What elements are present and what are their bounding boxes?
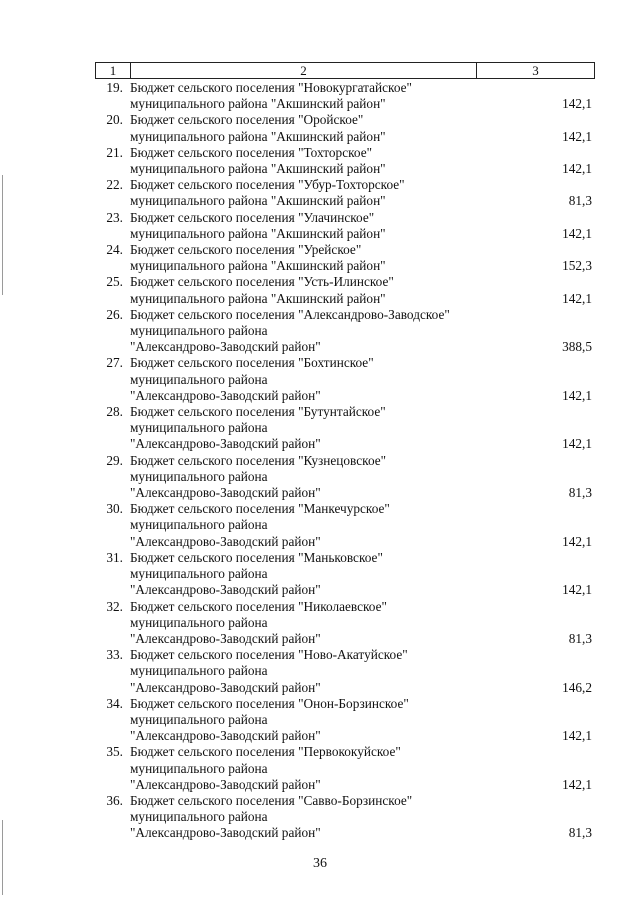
row-amount: 142,1 xyxy=(562,387,592,403)
row-amount: 142,1 xyxy=(562,582,592,598)
page-number: 36 xyxy=(313,856,327,871)
row-amount: 146,2 xyxy=(562,679,592,695)
row-description-line: "Александрово-Заводский район" xyxy=(130,533,321,549)
row-number: 36. xyxy=(106,792,123,808)
row-description-line: Бюджет сельского поселения "Новокургатайское" xyxy=(130,80,412,95)
row-number: 22. xyxy=(106,177,123,193)
row-description-line: Бюджет сельского поселения "Тохторское" xyxy=(130,144,373,160)
table-row xyxy=(95,744,595,793)
table-row xyxy=(95,210,595,242)
row-description-line: "Александрово-Заводский район" xyxy=(130,436,321,452)
row-description-line: "Александрово-Заводский район" xyxy=(130,387,321,403)
column-header-1: 1 xyxy=(96,63,131,79)
row-number: 21. xyxy=(106,144,123,160)
row-description-line: муниципального района xyxy=(130,323,268,339)
row-description-line: "Александрово-Заводский район" xyxy=(130,825,321,841)
row-number: 31. xyxy=(106,549,123,565)
row-description-line: муниципального района "Акшинский район" xyxy=(130,290,386,306)
row-description-line: муниципального района "Акшинский район" xyxy=(130,128,386,144)
row-description-line: муниципального района xyxy=(130,468,268,484)
row-description-line: Бюджет сельского поселения "Николаевское" xyxy=(130,598,387,614)
row-description-line: Бюджет сельского поселения "Оройское" xyxy=(130,112,364,128)
row-description-line: Бюджет сельского поселения "Улачинское" xyxy=(130,209,375,225)
row-description-line: Бюджет сельского поселения "Маньковское" xyxy=(130,549,383,565)
row-amount: 142,1 xyxy=(562,128,592,144)
table-row xyxy=(95,793,595,842)
row-description-line: муниципального района "Акшинский район" xyxy=(130,225,386,241)
table-row xyxy=(95,177,595,209)
row-amount: 142,1 xyxy=(562,436,592,452)
row-description-line: муниципального района xyxy=(130,420,268,436)
row-number: 26. xyxy=(106,306,123,322)
row-description-line: "Александрово-Заводский район" xyxy=(130,630,321,646)
row-amount: 142,1 xyxy=(562,290,592,306)
row-description xyxy=(130,145,500,177)
row-description-line: "Александрово-Заводский район" xyxy=(130,776,321,792)
row-number: 23. xyxy=(106,209,123,225)
row-amount: 142,1 xyxy=(562,225,592,241)
row-amount: 81,3 xyxy=(568,193,592,209)
row-number: 33. xyxy=(106,647,123,663)
table-row xyxy=(95,647,595,696)
row-description-line: "Александрово-Заводский район" xyxy=(130,485,321,501)
row-description-line: Бюджет сельского поселения "Бохтинское" xyxy=(130,355,374,371)
row-description xyxy=(130,355,500,404)
row-amount: 142,1 xyxy=(562,533,592,549)
row-number: 34. xyxy=(106,695,123,711)
row-number: 20. xyxy=(106,112,123,128)
table-row xyxy=(95,242,595,274)
row-description-line: муниципального района "Акшинский район" xyxy=(130,96,386,112)
row-description-line: "Александрово-Заводский район" xyxy=(130,582,321,598)
row-amount: 81,3 xyxy=(568,630,592,646)
row-description-line: Бюджет сельского поселения "Манкечурское" xyxy=(130,501,390,517)
table-row xyxy=(95,112,595,144)
row-amount: 388,5 xyxy=(562,339,592,355)
row-description xyxy=(130,647,500,696)
row-description-line: муниципального района xyxy=(130,711,268,727)
row-description-line: муниципального района xyxy=(130,663,268,679)
row-amount: 81,3 xyxy=(568,485,592,501)
row-description-line: Бюджет сельского поселения "Кузнецовское" xyxy=(130,452,387,468)
row-amount: 142,1 xyxy=(562,161,592,177)
row-description-line: муниципального района "Акшинский район" xyxy=(130,161,386,177)
row-amount: 142,1 xyxy=(562,776,592,792)
row-description xyxy=(130,550,500,599)
row-description xyxy=(130,177,500,209)
row-number: 19. xyxy=(106,80,123,95)
row-description-line: "Александрово-Заводский район" xyxy=(130,339,321,355)
row-description-line: муниципального района xyxy=(130,517,268,533)
row-description-line: муниципального района xyxy=(130,614,268,630)
table-row xyxy=(95,501,595,550)
row-description-line: Бюджет сельского поселения "Усть-Илинское" xyxy=(130,274,394,290)
column-header-table xyxy=(95,62,595,79)
row-number: 24. xyxy=(106,242,123,258)
row-description xyxy=(130,307,500,356)
table-row xyxy=(95,274,595,306)
row-description xyxy=(130,696,500,745)
row-number: 28. xyxy=(106,404,123,420)
row-description-line: Бюджет сельского поселения "Бутунтайское" xyxy=(130,404,386,420)
row-number: 27. xyxy=(106,355,123,371)
row-description-line: Бюджет сельского поселения "Онон-Борзинское" xyxy=(130,695,409,711)
row-amount: 142,1 xyxy=(562,96,592,112)
row-amount: 81,3 xyxy=(568,825,592,841)
table-row xyxy=(95,80,595,112)
row-amount: 152,3 xyxy=(562,258,592,274)
row-description xyxy=(130,274,500,306)
row-description xyxy=(130,793,500,842)
row-description-line: Бюджет сельского поселения "Первококуйское" xyxy=(130,744,401,760)
row-number: 29. xyxy=(106,452,123,468)
row-description xyxy=(130,210,500,242)
row-description xyxy=(130,80,500,112)
row-description-line: муниципального района xyxy=(130,371,268,387)
row-description-line: муниципального района "Акшинский район" xyxy=(130,258,386,274)
row-description xyxy=(130,744,500,793)
row-description-line: муниципального района xyxy=(130,809,268,825)
row-number: 32. xyxy=(106,598,123,614)
row-description xyxy=(130,242,500,274)
table-row xyxy=(95,696,595,745)
row-amount: 142,1 xyxy=(562,728,592,744)
row-description xyxy=(130,453,500,502)
row-description-line: "Александрово-Заводский район" xyxy=(130,679,321,695)
row-description-line: муниципального района xyxy=(130,566,268,582)
scan-edge-mark xyxy=(2,175,3,295)
row-description-line: "Александрово-Заводский район" xyxy=(130,728,321,744)
row-number: 35. xyxy=(106,744,123,760)
table-row xyxy=(95,404,595,453)
row-number: 30. xyxy=(106,501,123,517)
table-row xyxy=(95,145,595,177)
budget-rows-list xyxy=(95,80,595,842)
row-description-line: муниципального района "Акшинский район" xyxy=(130,193,386,209)
row-description-line: Бюджет сельского поселения "Урейское" xyxy=(130,242,362,258)
table-row xyxy=(95,550,595,599)
row-description xyxy=(130,599,500,648)
column-header-3: 3 xyxy=(477,63,595,79)
table-row xyxy=(95,599,595,648)
column-header-2: 2 xyxy=(131,63,477,79)
row-description-line: Бюджет сельского поселения "Ново-Акатуйское" xyxy=(130,647,408,663)
row-description-line: Бюджет сельского поселения "Савво-Борзинское" xyxy=(130,792,413,808)
table-row xyxy=(95,453,595,502)
row-description xyxy=(130,501,500,550)
table-row xyxy=(95,307,595,356)
row-description-line: Бюджет сельского поселения "Убур-Тохторское" xyxy=(130,177,405,193)
row-number: 25. xyxy=(106,274,123,290)
row-description xyxy=(130,112,500,144)
row-description-line: муниципального района xyxy=(130,760,268,776)
row-description-line: Бюджет сельского поселения "Александрово-Заводское" xyxy=(130,306,450,322)
row-description xyxy=(130,404,500,453)
table-row xyxy=(95,355,595,404)
